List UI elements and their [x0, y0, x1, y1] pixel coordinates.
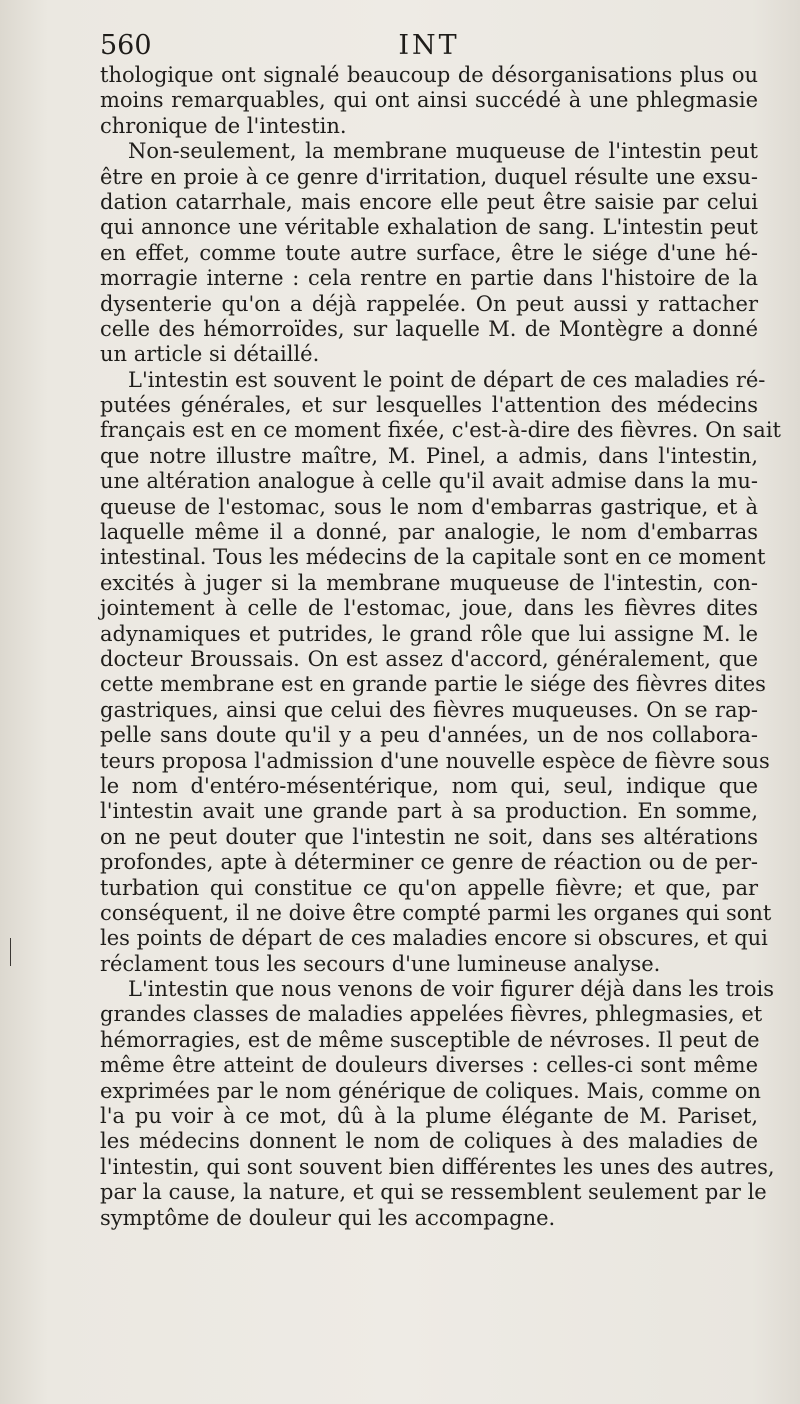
text-line: les médecins donnent le nom de coliques à des maladies de	[100, 1129, 758, 1154]
text-line: l'intestin avait une grande part à sa production. En somme,	[100, 799, 758, 824]
page-number: 560	[100, 30, 152, 61]
text-line: en effet, comme toute autre surface, être le siége d'une hé-	[100, 240, 758, 265]
text-line: putées générales, et sur lesquelles l'attention des médecins	[100, 393, 758, 418]
text-line: que notre illustre maître, M. Pinel, a admis, dans l'intestin,	[100, 443, 758, 468]
text-line: profondes, apte à déterminer ce genre de réaction ou de per-	[100, 850, 758, 875]
paragraph	[100, 977, 775, 1231]
text-line: l'intestin, qui sont souvent bien différentes les unes des autres,	[100, 1154, 775, 1179]
text-line: les points de départ de ces maladies encore si obscures, et qui	[100, 926, 768, 951]
text-line: excités à juger si la membrane muqueuse de l'intestin, con-	[100, 570, 758, 595]
text-line: teurs proposa l'admission d'une nouvelle espèce de fièvre sous	[100, 748, 770, 773]
text-line: symptôme de douleur qui les accompagne.	[100, 1205, 556, 1230]
text-line: docteur Broussais. On est assez d'accord, généralement, que	[100, 646, 758, 671]
text-line: on ne peut douter que l'intestin ne soit, dans ses altérations	[100, 824, 758, 849]
text-line: intestinal. Tous les médecins de la capitale sont en ce moment	[100, 545, 766, 570]
text-line: conséquent, il ne doive être compté parmi les organes qui sont	[100, 900, 772, 925]
page-header	[100, 30, 758, 64]
text-line: moins remarquables, qui ont ainsi succédé à une phlegmasie	[100, 88, 758, 113]
text-line: cette membrane est en grande partie le siége des fièvres dites	[100, 672, 766, 697]
text-line: par la cause, la nature, et qui se ressemblent seulement par le	[100, 1180, 767, 1205]
text-line: réclament tous les secours d'une lumineuse analyse.	[100, 951, 661, 976]
text-line: queuse de l'estomac, sous le nom d'embarras gastrique, et à	[100, 494, 758, 519]
text-line: L'intestin est souvent le point de départ de ces maladies ré-	[128, 367, 766, 392]
text-line: dation catarrhale, mais encore elle peut être saisie par celui	[100, 189, 758, 214]
text-line: morragie interne : cela rentre en partie dans l'histoire de la	[100, 266, 758, 291]
text-line: français est en ce moment fixée, c'est-à-dire des fièvres. On sait	[100, 418, 781, 443]
text-line: gastriques, ainsi que celui des fièvres muqueuses. On se rap-	[100, 697, 758, 722]
text-line: être en proie à ce genre d'irritation, duquel résulte une exsu-	[100, 164, 758, 189]
text-line: exprimées par le nom générique de coliques. Mais, comme on	[100, 1078, 761, 1103]
text-line: laquelle même il a donné, par analogie, le nom d'embarras	[100, 520, 758, 545]
text-line: le nom d'entéro-mésentérique, nom qui, seul, indique que	[100, 773, 758, 798]
text-line: dysenterie qu'on a déjà rappelée. On peut aussi y rattacher	[100, 291, 758, 316]
text-line: même être atteint de douleurs diverses : celles-ci sont même	[100, 1053, 758, 1078]
body-text	[100, 63, 781, 1231]
text-line: un article si détaillé.	[100, 342, 320, 367]
text-line: celle des hémorroïdes, sur laquelle M. de Montègre a donné	[100, 316, 758, 341]
paragraph	[100, 139, 758, 368]
margin-mark	[10, 938, 11, 966]
text-line: Non-seulement, la membrane muqueuse de l'intestin peut	[128, 139, 758, 164]
running-head: INT	[398, 30, 460, 61]
text-line: hémorragies, est de même susceptible de névroses. Il peut de	[100, 1027, 760, 1052]
text-line: turbation qui constitue ce qu'on appelle fièvre; et que, par	[100, 875, 758, 900]
text-line: chronique de l'intestin.	[100, 113, 347, 138]
text-line: adynamiques et putrides, le grand rôle que lui assigne M. le	[100, 621, 758, 646]
text-line: thologique ont signalé beaucoup de désorganisations plus ou	[100, 63, 758, 87]
text-line: une altération analogue à celle qu'il avait admise dans la mu-	[100, 469, 758, 494]
paragraph	[100, 367, 781, 977]
text-line: l'a pu voir à ce mot, dû à la plume élégante de M. Pariset,	[100, 1104, 758, 1129]
text-line: pelle sans doute qu'il y a peu d'années, un de nos collabora-	[100, 723, 758, 748]
text-line: grandes classes de maladies appelées fièvres, phlegmasies, et	[100, 1002, 763, 1027]
text-line: jointement à celle de l'estomac, joue, dans les fièvres dites	[100, 596, 758, 621]
text-line: qui annonce une véritable exhalation de sang. L'intestin peut	[100, 215, 758, 240]
text-line: L'intestin que nous venons de voir figurer déjà dans les trois	[128, 977, 774, 1002]
paragraph	[100, 63, 758, 139]
